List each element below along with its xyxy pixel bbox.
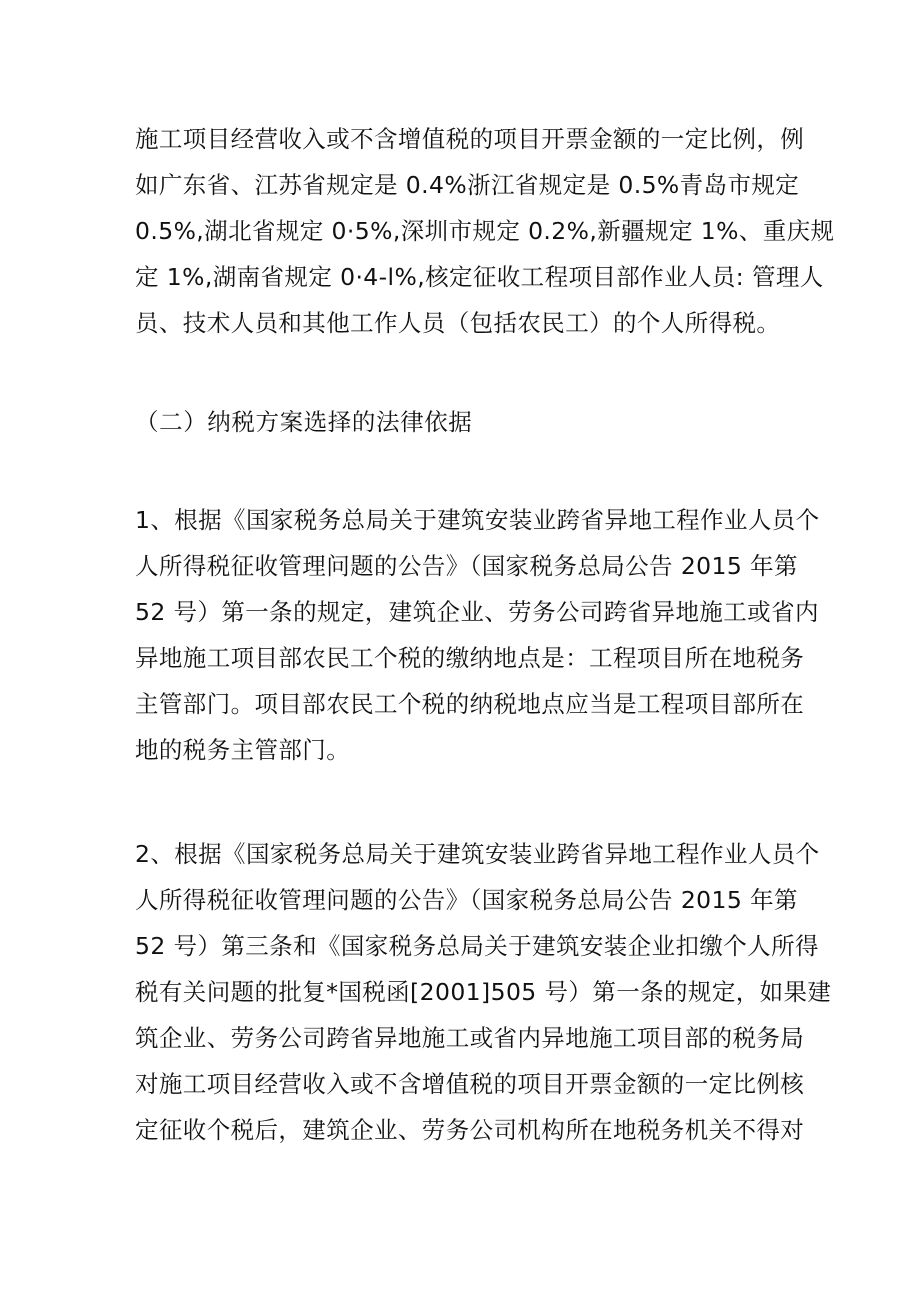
text-line: 如广东省、江苏省规定是 0.4%浙江省规定是 0.5%青岛市规定 (135, 171, 800, 199)
text-line: 2、根据《国家税务总局关于建筑安装业跨省异地工程作业人员个 (135, 840, 820, 868)
paragraph-basis-1 (135, 497, 820, 773)
text-line: 税有关问题的批复*国税函[2001]505 号）第一条的规定，如果建 (135, 978, 832, 1006)
text-line: 定征收个税后，建筑企业、劳务公司机构所在地税务机关不得对 (135, 1116, 805, 1144)
section-heading (135, 399, 795, 445)
text-line: 地的税务主管部门。 (135, 736, 351, 764)
paragraph-tax-rates (135, 116, 835, 346)
text-line: 52 号）第三条和《国家税务总局关于建筑安装企业扣缴个人所得 (135, 932, 819, 960)
text-line: 1、根据《国家税务总局关于建筑安装业跨省异地工程作业人员个 (135, 506, 820, 534)
text-line: 筑企业、劳务公司跨省异地施工或省内异地施工项目部的税务局 (135, 1024, 805, 1052)
text-line: 施工项目经营收入或不含增值税的项目开票金额的一定比例，例 (135, 125, 805, 153)
heading-text: （二）纳税方案选择的法律依据 (135, 408, 473, 436)
text-line: 异地施工项目部农民工个税的缴纳地点是：工程项目所在地税务 (135, 644, 805, 672)
text-line: 对施工项目经营收入或不含增值税的项目开票金额的一定比例核 (135, 1070, 805, 1098)
text-line: 0.5%,湖北省规定 0·5%,深圳市规定 0.2%,新疆规定 1%、重庆规 (135, 217, 835, 245)
text-line: 人所得税征收管理问题的公告》（国家税务总局公告 2015 年第 (135, 886, 798, 914)
text-line: 52 号）第一条的规定，建筑企业、劳务公司跨省异地施工或省内 (135, 598, 819, 626)
text-line: 主管部门。项目部农民工个税的纳税地点应当是工程项目部所在 (135, 690, 805, 718)
paragraph-basis-2 (135, 831, 832, 1153)
text-line: 员、技术人员和其他工作人员（包括农民工）的个人所得税。 (135, 309, 781, 337)
text-line: 人所得税征收管理问题的公告》（国家税务总局公告 2015 年第 (135, 552, 798, 580)
text-line: 定 1%,湖南省规定 0·4-l%,核定征收工程项目部作业人员: 管理人 (135, 263, 824, 291)
